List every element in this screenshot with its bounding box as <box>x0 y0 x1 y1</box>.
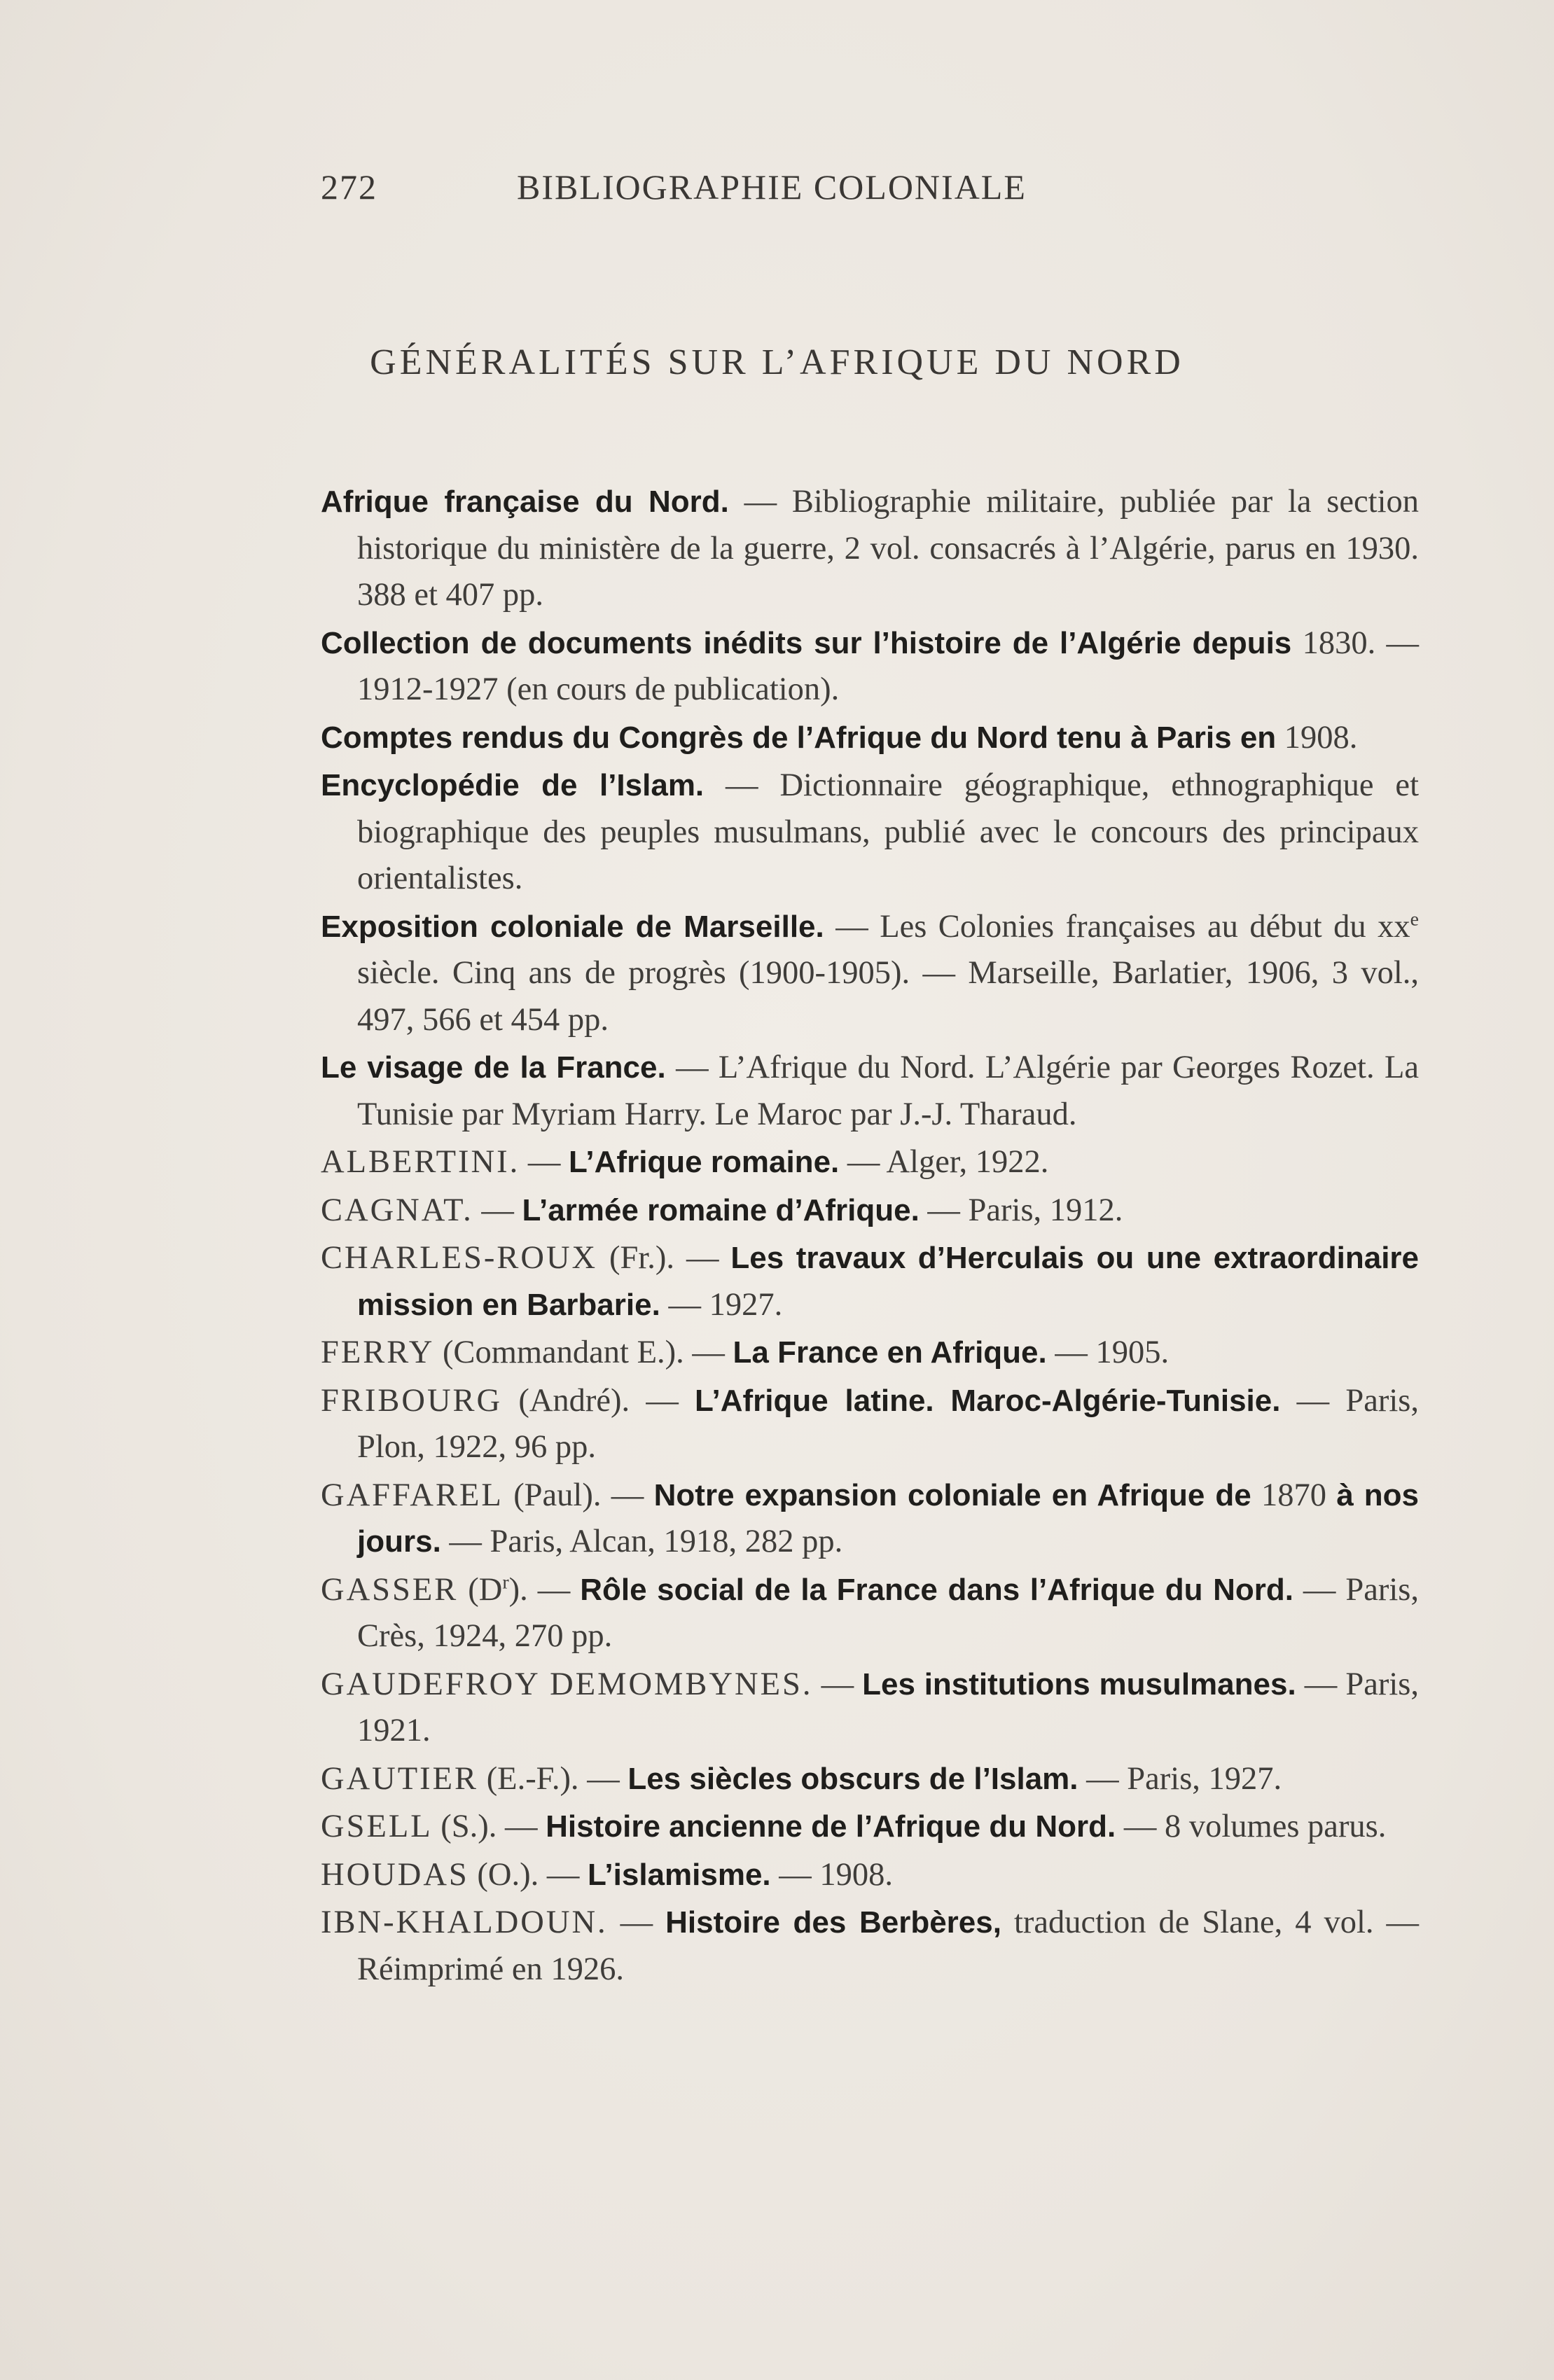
entry-author-extra: (D <box>458 1571 503 1608</box>
entry-author: GAUDEFROY DEMOMBYNES. <box>321 1666 813 1702</box>
bibliography-entry <box>321 1756 1419 1803</box>
entry-author: GAUTIER <box>321 1760 479 1797</box>
entry-details: 1830. — 1912-1927 (en cours de publication). <box>357 625 1419 707</box>
entry-title: Collection de documents inédits sur l’histoire de l’Algérie depuis <box>321 625 1292 660</box>
entry-details: — Paris, Alcan, 1918, 282 pp. <box>440 1524 843 1559</box>
entry-details: siècle. Cinq ans de progrès (1900-1905). — Marseille, Barlatier, 1906, 3 vol., 497, 566 et 454 pp. <box>357 955 1419 1038</box>
entry-details: — Paris, Crès, 1924, 270 pp. <box>357 1571 1420 1654</box>
entry-author-extra: (Paul). <box>503 1477 602 1513</box>
bibliography-entry <box>321 479 1419 619</box>
entry-title: Comptes rendus du Congrès de l’Afrique du Nord tenu à Paris en <box>321 720 1277 755</box>
entry-author: GSELL <box>321 1809 433 1844</box>
section-title: GÉNÉRALITÉS SUR L’AFRIQUE DU NORD <box>370 342 1184 382</box>
bibliography-entry <box>321 715 1419 762</box>
entry-title-continued: à nos jours. <box>357 1477 1420 1559</box>
entry-title: La France en Afrique. <box>733 1335 1047 1370</box>
entry-title: L’Afrique romaine. <box>568 1145 840 1179</box>
entry-details: — 1905. <box>1046 1335 1170 1370</box>
entry-title: Notre expansion coloniale en Afrique de <box>653 1477 1251 1512</box>
entry-details: — 8 volumes parus. <box>1116 1809 1387 1844</box>
bibliography-entry <box>321 1567 1419 1660</box>
entry-separator: — <box>601 1477 654 1513</box>
entry-title: Les travaux d’Herculais ou une extraordinaire mission en Barbarie. <box>357 1241 1420 1322</box>
entry-author-extra: (André). <box>502 1382 630 1419</box>
entry-separator: — <box>630 1382 695 1419</box>
entry-details: — Paris, 1921. <box>357 1666 1420 1748</box>
bibliography-list <box>321 479 1419 1994</box>
entry-title: Histoire des Berbères, <box>665 1905 1001 1940</box>
entry-separator: — <box>674 1240 731 1276</box>
bibliography-entry <box>321 763 1419 903</box>
running-header <box>321 167 1161 207</box>
entry-author: ALBERTINI. <box>321 1144 520 1180</box>
entry-details: — Alger, 1922. <box>839 1144 1049 1180</box>
entry-separator: — <box>527 1571 581 1608</box>
entry-title: Encyclopédie de l’Islam. <box>321 768 705 802</box>
entry-author-extra: (O.). <box>469 1856 539 1893</box>
bibliography-entry <box>321 620 1419 714</box>
entry-author: FERRY <box>321 1335 435 1370</box>
bibliography-entry <box>321 904 1419 1044</box>
entry-details: 1908. <box>1276 719 1358 756</box>
entry-author: GAFFAREL <box>321 1477 504 1513</box>
entry-details: — Les Colonies françaises au début du xx <box>824 908 1410 945</box>
bibliography-entry <box>321 1378 1419 1471</box>
entry-separator: — <box>497 1809 546 1844</box>
entry-details: — 1927. <box>660 1286 783 1323</box>
bibliography-entry <box>321 1235 1419 1328</box>
entry-title: Exposition coloniale de Marseille. <box>321 909 824 944</box>
entry-author-extra: (Fr.). <box>597 1240 675 1276</box>
entry-separator: — <box>520 1144 569 1180</box>
entry-title: Rôle social de la France dans l’Afrique du Nord. <box>580 1572 1293 1607</box>
entry-details: 1870 <box>1251 1477 1337 1513</box>
entry-author-extra: ). <box>508 1571 528 1608</box>
entry-author-extra: (E.-F.). <box>478 1760 579 1797</box>
entry-author-extra: (S.). <box>432 1809 497 1844</box>
entry-separator: — <box>684 1335 733 1370</box>
bibliography-entry <box>321 1473 1419 1566</box>
entry-author: HOUDAS <box>321 1856 469 1893</box>
entry-details: — Paris, 1927. <box>1078 1760 1282 1797</box>
entry-superscript: e <box>1410 908 1419 930</box>
entry-separator: — <box>578 1760 628 1797</box>
bibliography-entry <box>321 1139 1419 1186</box>
bibliography-entry <box>321 1804 1419 1851</box>
entry-author: GASSER <box>321 1571 459 1608</box>
entry-title: L’armée romaine d’Afrique. <box>522 1192 920 1227</box>
bibliography-entry <box>321 1662 1419 1755</box>
entry-details: — Bibliographie militaire, publiée par la section historique du ministère de la guerre, 2 vol. consacrés à l’Algérie, parus en 1930. 388 et 407 pp. <box>357 484 1419 613</box>
entry-details: — Dictionnaire géographique, ethnographique et biographique des peuples musulmans, publié avec le concours des principaux orientalistes. <box>357 767 1419 896</box>
entry-author: IBN-KHALDOUN. <box>321 1905 608 1940</box>
page-number: 272 <box>321 167 377 207</box>
entry-title: Les institutions musulmanes. <box>862 1666 1296 1702</box>
entry-separator: — <box>812 1666 863 1702</box>
entry-author: CAGNAT. <box>321 1192 473 1228</box>
entry-separator: — <box>539 1856 588 1893</box>
bibliography-entry <box>321 1045 1419 1138</box>
entry-details: traduction de Slane, 4 vol. — Réimprimé en 1926. <box>357 1905 1419 1987</box>
entry-title: Histoire ancienne de l’Afrique du Nord. <box>546 1809 1116 1844</box>
bibliography-entry <box>321 1900 1419 1993</box>
bibliography-entry <box>321 1188 1419 1234</box>
entry-author: CHARLES-ROUX <box>321 1240 598 1276</box>
entry-details: — 1908. <box>770 1856 894 1893</box>
entry-author: FRIBOURG <box>321 1382 503 1419</box>
entry-details: — Paris, Plon, 1922, 96 pp. <box>357 1382 1419 1465</box>
entry-superscript: r <box>502 1571 509 1593</box>
entry-title: L’Afrique latine. Maroc-Algérie-Tunisie. <box>695 1383 1281 1418</box>
bibliography-entry <box>321 1852 1419 1899</box>
entry-title: Afrique française du Nord. <box>321 485 729 519</box>
entry-details: — Paris, 1912. <box>919 1192 1123 1228</box>
entry-author-extra: (Commandant E.). <box>434 1335 684 1370</box>
entry-separator: — <box>473 1192 522 1228</box>
entry-title: L’islamisme. <box>587 1857 771 1892</box>
entry-separator: — <box>607 1905 666 1940</box>
entry-details: — L’Afrique du Nord. L’Algérie par Georges Rozet. La Tunisie par Myriam Harry. Le Maroc par J.-J. Tharaud. <box>357 1050 1419 1132</box>
entry-title: Les siècles obscurs de l’Islam. <box>627 1761 1078 1796</box>
bibliography-entry <box>321 1330 1419 1377</box>
running-title: BIBLIOGRAPHIE COLONIALE <box>517 167 1027 207</box>
entry-title: Le visage de la France. <box>321 1050 666 1085</box>
